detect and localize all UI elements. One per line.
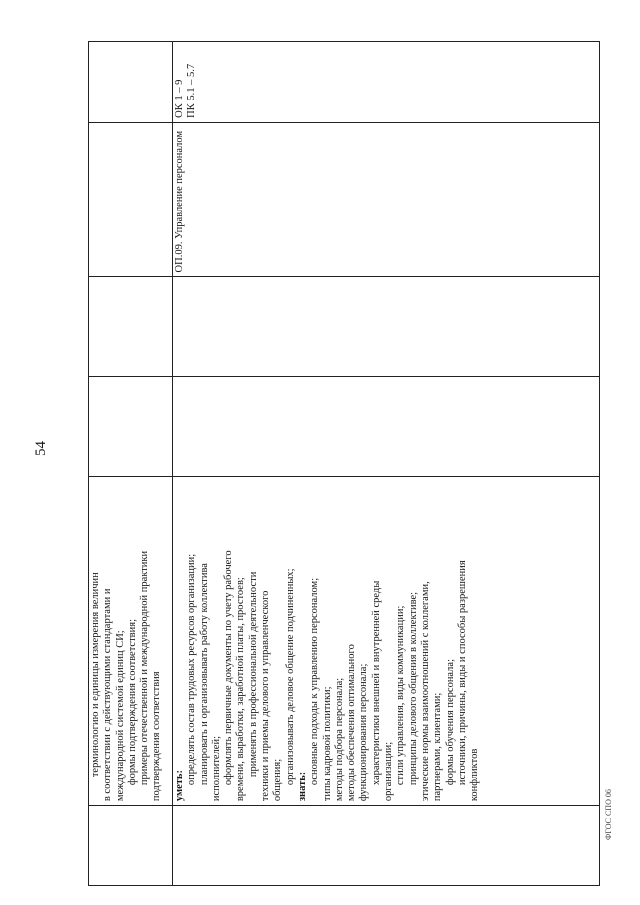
text-line: общения; [272,758,284,802]
hours-cell [89,376,172,476]
text-line: формы обучения персонала; [444,658,456,786]
text-line: исполнителей; [210,735,222,802]
text-line: подтверждения соответствия [151,671,163,802]
footer-code: ФГОС СПО 06 [604,789,613,840]
content-cell [173,476,599,805]
table-row [173,42,599,885]
text-line: основные подходы к управлению персоналом; [309,577,321,786]
hours-cell [89,276,172,376]
text-line: терминологию и единицы измерения величин [90,572,101,778]
content-cell [89,476,172,805]
curriculum-table [88,41,600,886]
table-row [89,42,173,885]
text-line: характеристики внешней и внутренней среды [370,580,382,786]
text-line: функционирования персонала; [358,663,370,802]
text-line: организовывать деловое общение подчиненных; [284,568,296,786]
text-line: партнерами, клиентами; [432,692,444,802]
text-line: принципы делового общения в коллективе; [407,591,419,786]
discipline-cell [173,122,599,277]
discipline-name: ОП.09. Управление персоналом [174,130,185,273]
index-cell [89,805,172,885]
page-number: 54 [33,441,49,456]
text-line: примеры отечественной и международной практики [139,550,151,786]
text-line: применять в профессиональной деятельности [247,571,259,778]
umet-label: уметь: [174,770,185,802]
text-line: организации; [383,741,395,802]
text-line: оформлять первичные документы по учету рабочего [223,550,235,786]
competency-cell [173,42,599,122]
text-line: планировать и организовывать работу коллектива [198,563,210,786]
text-line: конфликтов [469,748,481,802]
text-line: стили управления, виды коммуникации; [395,605,407,786]
text-line: методы подбора персонала; [333,677,345,802]
text-line: источники, причины, виды и способы разрешения [456,560,468,786]
znat-label: знать: [296,771,308,802]
competency-cell [89,42,172,122]
competency-ok: ОК 1 – 9 [174,79,185,118]
text-line: международной системой единиц СИ; [114,630,126,802]
hours-cell [173,376,599,476]
competency-pk: ПК 5.1 – 5.7 [186,63,198,118]
text-line: техники и приемы делового и управленческого [260,590,272,802]
discipline-cell [89,122,172,277]
text-line: этические нормы взаимоотношений с коллегами, [419,581,431,802]
text-line: формы подтверждения соответствия; [126,618,138,786]
hours-cell [173,276,599,376]
text-line: методы обеспечения оптимального [346,644,358,802]
text-line: типы кадровой политики; [321,686,333,802]
text-line: в соответствии с действующими стандартами и [102,588,114,802]
index-cell [173,805,599,885]
text-line: определять состав трудовых ресурсов организации; [186,553,198,786]
text-line: времени, выработки, заработной платы, простоев; [235,577,247,802]
